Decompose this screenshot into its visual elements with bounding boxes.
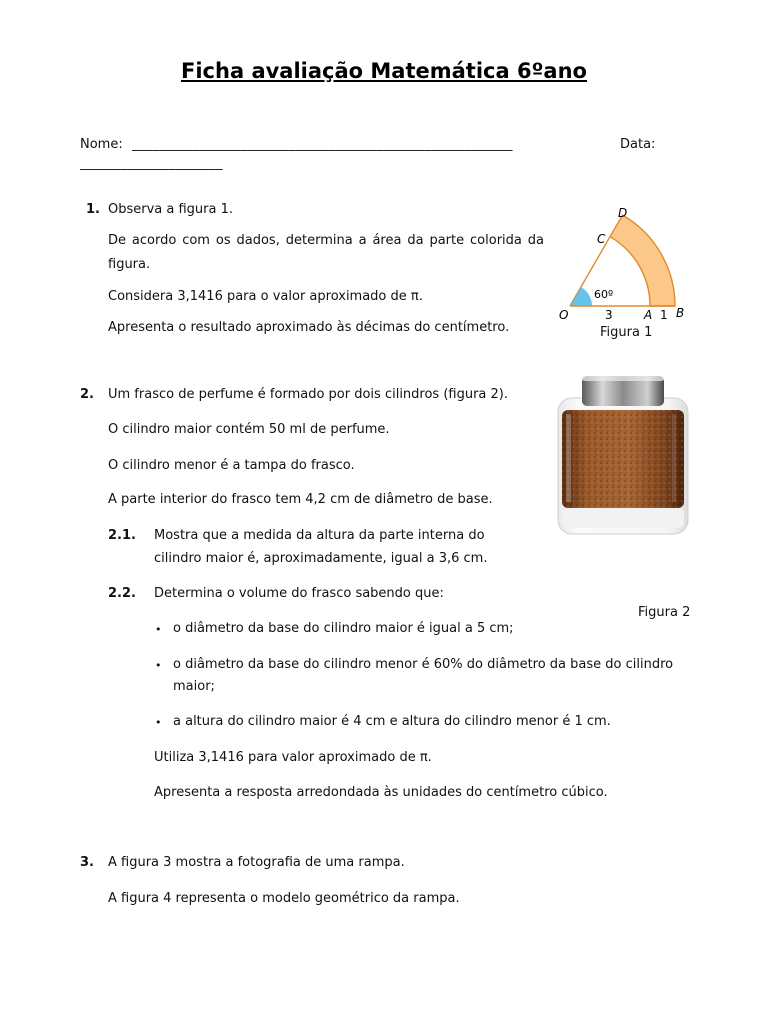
subquestion-2-2-intro: Determina o volume do frasco sabendo que: xyxy=(154,586,444,601)
subquestion-2-1-number: 2.1. xyxy=(108,528,136,543)
angle-wedge xyxy=(570,287,592,306)
bullet-item: a altura do cilindro maior é 4 cm e altura do cilindro menor é 1 cm. xyxy=(173,714,611,729)
label-b: B xyxy=(676,306,685,320)
label-oa-length: 3 xyxy=(605,308,613,322)
question-3-line: A figura 4 representa o modelo geométrico da rampa. xyxy=(108,891,460,906)
subquestion-2-2-note: Utiliza 3,1416 para valor aproximado de π. xyxy=(154,750,432,765)
question-2-line: Um frasco de perfume é formado por dois cilindros (figura 2). xyxy=(108,387,509,402)
figure-2-jar-photo xyxy=(552,372,692,538)
question-2-number: 2. xyxy=(80,387,94,402)
nome-blank: ________________________________________________________ xyxy=(132,137,513,152)
figure-2-caption: Figura 2 xyxy=(638,605,691,620)
bullet-marker: • xyxy=(155,623,162,636)
bullet-marker: • xyxy=(155,716,162,729)
label-ab-length: 1 xyxy=(660,308,668,322)
question-1-line: Considera 3,1416 para o valor aproximado de π. xyxy=(108,289,423,304)
question-2-line: O cilindro maior contém 50 ml de perfume. xyxy=(108,422,390,437)
angle-label: 60º xyxy=(594,288,614,301)
figure-1-sector-diagram xyxy=(552,200,692,328)
nome-label: Nome: xyxy=(80,137,123,152)
data-blank: _____________________ xyxy=(80,156,223,171)
data-label: Data: xyxy=(620,137,656,152)
label-c: C xyxy=(597,232,606,246)
bullet-item: o diâmetro da base do cilindro menor é 60% do diâmetro da base do cilindro xyxy=(173,657,674,672)
question-1-line: Observa a figura 1. xyxy=(108,202,234,217)
question-1-line: De acordo com os dados, determina a área da parte colorida da xyxy=(108,233,544,248)
subquestion-2-1-line: Mostra que a medida da altura da parte interna do xyxy=(154,528,485,543)
bullet-marker: • xyxy=(155,659,162,672)
label-a: A xyxy=(644,308,653,322)
subquestion-2-1-line: cilindro maior é, aproximadamente, igual a 3,6 cm. xyxy=(154,551,488,566)
question-2-line: A parte interior do frasco tem 4,2 cm de diâmetro de base. xyxy=(108,492,493,507)
subquestion-2-2-number: 2.2. xyxy=(108,586,136,601)
bullet-item-continuation: maior; xyxy=(173,679,215,694)
question-1-number: 1. xyxy=(86,202,100,217)
question-1-line: Apresenta o resultado aproximado às décimas do centímetro. xyxy=(108,320,510,335)
label-o: O xyxy=(559,308,569,322)
page-title: Ficha avaliação Matemática 6ºano xyxy=(181,59,587,83)
question-2-line: O cilindro menor é a tampa do frasco. xyxy=(108,458,355,473)
colored-ring-sector xyxy=(610,215,675,306)
question-3-number: 3. xyxy=(80,855,94,870)
label-d: D xyxy=(618,206,628,220)
subquestion-2-2-note: Apresenta a resposta arredondada às unidades do centímetro cúbico. xyxy=(154,785,608,800)
question-3-line: A figura 3 mostra a fotografia de uma rampa. xyxy=(108,855,405,870)
figure-1-caption: Figura 1 xyxy=(600,325,653,340)
bullet-item: o diâmetro da base do cilindro maior é igual a 5 cm; xyxy=(173,621,514,636)
question-1-line: figura. xyxy=(108,257,151,272)
